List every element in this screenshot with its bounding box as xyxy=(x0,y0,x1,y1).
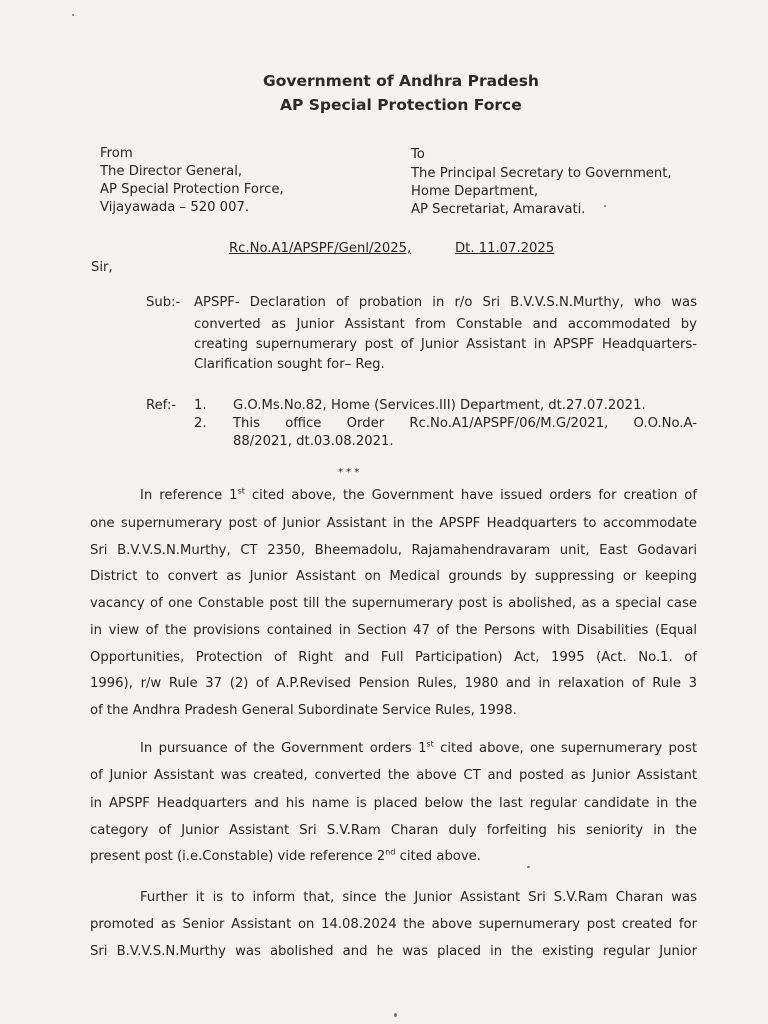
to-line-3: AP Secretariat, Amaravati. xyxy=(411,202,586,217)
paragraph-1-line-2: one supernumerary post of Junior Assistant in the APSPF Headquarters to accommodate xyxy=(90,516,697,531)
to-line-2: Home Department, xyxy=(411,184,539,199)
paragraph-1-line-4: District to convert as Junior Assistant on Medical grounds by suppressing or keeping xyxy=(90,569,697,584)
salutation: Sir, xyxy=(91,260,113,275)
subject-line-4: Clarification sought for– Reg. xyxy=(194,357,385,372)
reference-1-number: 1. xyxy=(194,398,207,413)
paragraph-3-line-1: Further it is to inform that, since the Junior Assistant Sri S.V.Ram Charan was xyxy=(140,890,697,905)
paragraph-2-line-1: In pursuance of the Government orders 1st cited above, one supernumerary post xyxy=(140,739,697,756)
paragraph-3-line-3: Sri B.V.V.S.N.Murthy was abolished and he was placed in the existing regular Junior xyxy=(90,944,697,959)
paragraph-1-line-6: in view of the provisions contained in Section 47 of the Persons with Disabilities (Equal xyxy=(90,623,697,638)
paragraph-1-line-5: vacancy of one Constable post till the supernumerary post is abolished, as a special case xyxy=(90,596,697,611)
paragraph-1-line-3: Sri B.V.V.S.N.Murthy, CT 2350, Bheemadolu, Rajamahendravaram unit, East Godavari xyxy=(90,543,697,558)
reference-1-text: G.O.Ms.No.82, Home (Services.III) Department, dt.27.07.2021. xyxy=(233,398,646,413)
scan-speck xyxy=(527,866,530,868)
reference-2-number: 2. xyxy=(194,416,207,431)
paragraph-2-line-2: of Junior Assistant was created, converted the above CT and posted as Junior Assistant xyxy=(90,768,697,783)
subject-line-2: converted as Junior Assistant from Constable and accommodated by xyxy=(194,317,697,332)
paragraph-2-line-5: present post (i.e.Constable) vide reference 2nd cited above. xyxy=(90,847,481,864)
from-line-3: Vijayawada – 520 007. xyxy=(100,200,250,215)
subject-label: Sub:- xyxy=(146,295,181,310)
scan-speck xyxy=(604,205,606,207)
letter-date: Dt. 11.07.2025 xyxy=(455,241,555,256)
paragraph-1-line-7: Opportunities, Protection of Right and Full Participation) Act, 1995 (Act. No.1. of xyxy=(90,650,697,665)
subject-line-1: APSPF- Declaration of probation in r/o Sri B.V.V.S.N.Murthy, who was xyxy=(194,295,697,310)
to-label: To xyxy=(411,147,425,162)
paragraph-2-line-4: category of Junior Assistant Sri S.V.Ram Charan duly forfeiting his seniority in the xyxy=(90,823,697,838)
paragraph-3-line-2: promoted as Senior Assistant on 14.08.2024 the above supernumerary post created for xyxy=(90,917,697,932)
paragraph-2-line-3: in APSPF Headquarters and his name is placed below the last regular candidate in the xyxy=(90,796,697,811)
paragraph-1-line-9: of the Andhra Pradesh General Subordinate Service Rules, 1998. xyxy=(90,703,517,718)
separator-stars: * * * xyxy=(338,467,360,478)
reference-2-text-line-2: 88/2021, dt.03.08.2021. xyxy=(233,434,394,449)
reference-2-text-line-1: This office Order Rc.No.A1/APSPF/06/M.G/2021, O.O.No.A- xyxy=(233,416,697,431)
header-government: Government of Andhra Pradesh xyxy=(263,72,539,90)
from-line-2: AP Special Protection Force, xyxy=(100,182,284,197)
subject-line-3: creating supernumerary post of Junior Assistant in APSPF Headquarters- xyxy=(194,337,697,352)
header-department: AP Special Protection Force xyxy=(280,96,522,114)
from-line-1: The Director General, xyxy=(100,164,243,179)
references-label: Ref:- xyxy=(146,398,177,413)
from-label: From xyxy=(100,146,133,161)
scan-speck xyxy=(72,14,74,16)
paragraph-1-line-8: 1996), r/w Rule 37 (2) of A.P.Revised Pension Rules, 1980 and in relaxation of Rule 3 xyxy=(90,676,697,691)
reference-number: Rc.No.A1/APSPF/Genl/2025, xyxy=(229,241,412,256)
scan-speck xyxy=(394,1013,397,1017)
to-line-1: The Principal Secretary to Government, xyxy=(411,166,672,181)
paragraph-1-line-1: In reference 1st cited above, the Government have issued orders for creation of xyxy=(140,486,697,503)
